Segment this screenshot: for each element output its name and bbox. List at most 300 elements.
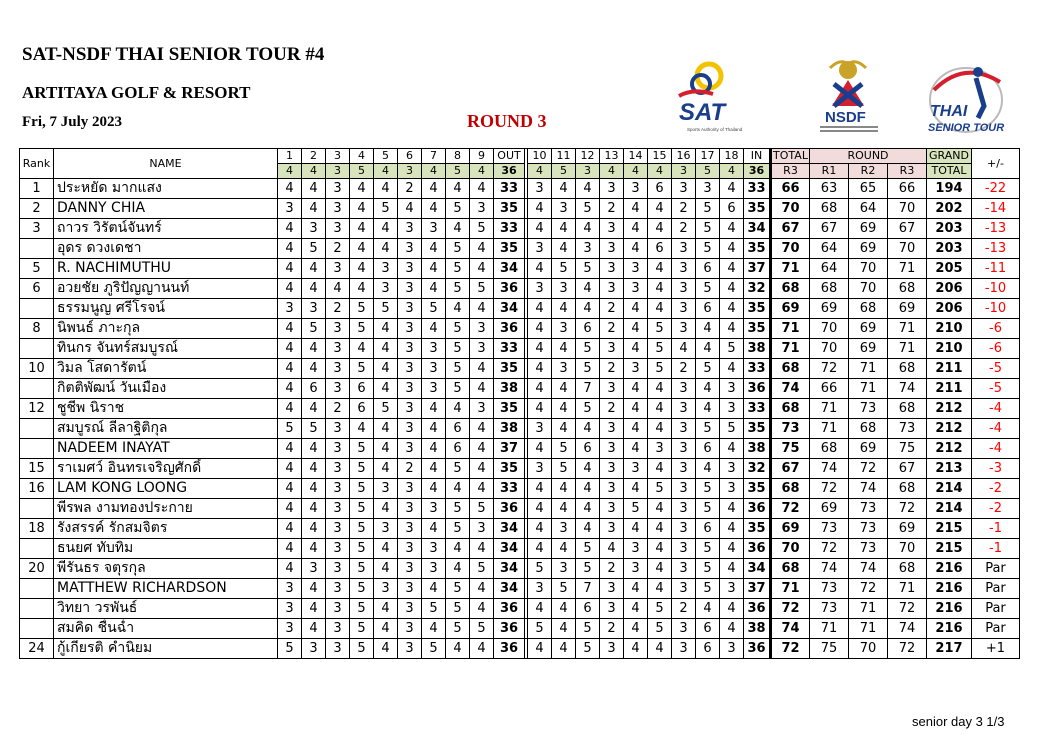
hole-par: 4: [422, 164, 446, 179]
to-par-score: +1: [972, 639, 1020, 659]
hole-score: 4: [576, 459, 600, 479]
to-par-score: -22: [972, 179, 1020, 199]
out-score: 34: [494, 299, 525, 319]
hole-score: 4: [422, 239, 446, 259]
table-row: [20, 319, 1020, 339]
grand-total-score: 206: [927, 299, 972, 319]
hole-score: 3: [672, 399, 696, 419]
hole-score: 3: [398, 399, 422, 419]
in-score: 36: [744, 499, 771, 519]
hole-number: 7: [422, 149, 446, 164]
total-score: 75: [771, 439, 810, 459]
player-name: MATTHEW RICHARDSON: [54, 579, 278, 599]
hole-number: 17: [696, 149, 720, 164]
round-1-score: 68: [810, 439, 849, 459]
hole-score: 5: [470, 219, 494, 239]
hole-score: 3: [600, 599, 624, 619]
grand-total-score: 216: [927, 579, 972, 599]
round-1-score: 67: [810, 219, 849, 239]
total-header: TOTAL: [771, 149, 810, 164]
to-par-score: -5: [972, 359, 1020, 379]
hole-score: 3: [278, 199, 302, 219]
grand-total-score: 203: [927, 239, 972, 259]
venue-name: ARTITAYA GOLF & RESORT: [22, 83, 251, 102]
total-score: 69: [771, 299, 810, 319]
hole-score: 3: [600, 499, 624, 519]
hole-score: 3: [326, 339, 350, 359]
hole-score: 3: [672, 539, 696, 559]
hole-score: 3: [624, 359, 648, 379]
round-1-score: 70: [810, 339, 849, 359]
table-row: [20, 539, 1020, 559]
hole-score: 3: [600, 459, 624, 479]
total-score: 72: [771, 599, 810, 619]
hole-score: 3: [672, 459, 696, 479]
hole-score: 4: [278, 439, 302, 459]
grand-total-score: 217: [927, 639, 972, 659]
hole-score: 4: [552, 239, 576, 259]
round-3-score: 68: [888, 559, 927, 579]
table-row: [20, 359, 1020, 379]
hole-score: 5: [350, 639, 374, 659]
round-2-score: 72: [849, 459, 888, 479]
hole-score: 3: [326, 259, 350, 279]
in-par: 36: [744, 164, 771, 179]
grand-total-score: 215: [927, 539, 972, 559]
round-2-score: 73: [849, 499, 888, 519]
hole-score: 4: [302, 619, 326, 639]
rank-cell: 18: [20, 519, 54, 539]
hole-score: 3: [552, 199, 576, 219]
hole-score: 4: [648, 579, 672, 599]
hole-score: 4: [720, 279, 744, 299]
hole-score: 3: [672, 419, 696, 439]
hole-score: 4: [528, 259, 552, 279]
hole-score: 3: [600, 219, 624, 239]
table-row: [20, 579, 1020, 599]
hole-score: 5: [696, 419, 720, 439]
hole-number: 4: [350, 149, 374, 164]
total-score: 71: [771, 339, 810, 359]
hole-score: 4: [696, 339, 720, 359]
hole-par: 4: [302, 164, 326, 179]
hole-score: 3: [600, 439, 624, 459]
hole-score: 3: [278, 619, 302, 639]
hole-score: 4: [470, 379, 494, 399]
hole-score: 3: [672, 379, 696, 399]
hole-score: 3: [422, 559, 446, 579]
hole-score: 2: [672, 359, 696, 379]
hole-score: 4: [528, 479, 552, 499]
total-score: 66: [771, 179, 810, 199]
hole-score: 4: [600, 539, 624, 559]
hole-score: 6: [720, 199, 744, 219]
hole-score: 5: [528, 559, 552, 579]
hole-number: 6: [398, 149, 422, 164]
out-score: 33: [494, 179, 525, 199]
hole-par: 4: [528, 164, 552, 179]
round-2-score: 69: [849, 239, 888, 259]
hole-score: 4: [648, 539, 672, 559]
hole-score: 3: [398, 339, 422, 359]
hole-score: 3: [326, 179, 350, 199]
round-label: ROUND 3: [467, 111, 547, 131]
hole-score: 3: [600, 519, 624, 539]
hole-score: 3: [326, 639, 350, 659]
hole-score: 4: [278, 179, 302, 199]
round-2-score: 70: [849, 639, 888, 659]
player-name: สมคิด ชื่นฉ่ำ: [54, 619, 278, 639]
hole-score: 4: [552, 599, 576, 619]
hole-score: 3: [326, 579, 350, 599]
hole-score: 4: [552, 419, 576, 439]
total-score: 68: [771, 559, 810, 579]
hole-score: 4: [624, 239, 648, 259]
total-subheader: R3: [771, 164, 810, 179]
grand-total-header: GRAND: [927, 149, 972, 164]
total-score: 73: [771, 419, 810, 439]
hole-score: 4: [720, 599, 744, 619]
hole-score: 4: [278, 359, 302, 379]
hole-score: 4: [278, 559, 302, 579]
rank-cell: [20, 439, 54, 459]
out-score: 35: [494, 459, 525, 479]
hole-score: 4: [278, 539, 302, 559]
hole-score: 3: [326, 519, 350, 539]
hole-score: 5: [446, 339, 470, 359]
hole-score: 4: [470, 299, 494, 319]
hole-score: 4: [422, 179, 446, 199]
hole-score: 4: [374, 319, 398, 339]
hole-score: 4: [720, 319, 744, 339]
hole-score: 5: [576, 339, 600, 359]
hole-score: 2: [600, 399, 624, 419]
grand-total-score: 203: [927, 219, 972, 239]
hole-score: 4: [350, 239, 374, 259]
rank-cell: 6: [20, 279, 54, 299]
hole-number: 8: [446, 149, 470, 164]
hole-score: 3: [672, 559, 696, 579]
round-3-score: 67: [888, 219, 927, 239]
hole-score: 2: [600, 319, 624, 339]
hole-score: 5: [648, 339, 672, 359]
round-3-score: 66: [888, 179, 927, 199]
hole-score: 5: [696, 199, 720, 219]
hole-score: 4: [302, 339, 326, 359]
hole-score: 4: [470, 479, 494, 499]
hole-par: 3: [672, 164, 696, 179]
table-row: [20, 639, 1020, 659]
round-2-score: 69: [849, 339, 888, 359]
hole-score: 3: [600, 239, 624, 259]
hole-score: 5: [422, 599, 446, 619]
hole-score: 4: [648, 279, 672, 299]
hole-score: 5: [552, 439, 576, 459]
total-score: 68: [771, 359, 810, 379]
hole-score: 4: [576, 179, 600, 199]
round-3-score: 73: [888, 419, 927, 439]
hole-score: 3: [672, 319, 696, 339]
rank-cell: [20, 599, 54, 619]
out-score: 33: [494, 219, 525, 239]
hole-number: 1: [278, 149, 302, 164]
hole-score: 4: [278, 459, 302, 479]
in-score: 36: [744, 539, 771, 559]
hole-score: 3: [422, 499, 446, 519]
to-par-score: -3: [972, 459, 1020, 479]
hole-score: 4: [446, 399, 470, 419]
hole-score: 5: [422, 299, 446, 319]
round-subheader: R2: [849, 164, 888, 179]
senior-tour-logo-text: SENIOR TOUR: [928, 122, 1005, 134]
hole-score: 3: [278, 599, 302, 619]
player-name: R. NACHIMUTHU: [54, 259, 278, 279]
hole-score: 4: [528, 339, 552, 359]
hole-score: 3: [576, 239, 600, 259]
round-2-score: 74: [849, 479, 888, 499]
hole-score: 4: [528, 379, 552, 399]
to-par-score: -1: [972, 539, 1020, 559]
rank-cell: [20, 619, 54, 639]
hole-score: 4: [696, 399, 720, 419]
hole-score: 3: [600, 479, 624, 499]
hole-score: 4: [624, 639, 648, 659]
hole-score: 5: [470, 279, 494, 299]
hole-score: 3: [398, 619, 422, 639]
to-par-score: Par: [972, 619, 1020, 639]
table-row: [20, 399, 1020, 419]
rank-cell: [20, 499, 54, 519]
hole-score: 4: [374, 559, 398, 579]
hole-score: 3: [326, 619, 350, 639]
player-name: นิพนธ์ ภาะกุล: [54, 319, 278, 339]
hole-score: 5: [696, 539, 720, 559]
hole-score: 5: [552, 259, 576, 279]
hole-score: 4: [278, 259, 302, 279]
rank-cell: 24: [20, 639, 54, 659]
hole-score: 2: [672, 199, 696, 219]
round-1-score: 73: [810, 519, 849, 539]
diff-header: +/-: [972, 149, 1020, 179]
grand-total-score: 212: [927, 419, 972, 439]
out-score: 36: [494, 499, 525, 519]
hole-score: 4: [720, 559, 744, 579]
hole-score: 4: [624, 619, 648, 639]
in-score: 35: [744, 239, 771, 259]
hole-score: 6: [446, 439, 470, 459]
hole-score: 4: [720, 539, 744, 559]
grand-total-score: 215: [927, 519, 972, 539]
hole-score: 5: [528, 619, 552, 639]
hole-score: 4: [302, 259, 326, 279]
hole-score: 2: [398, 459, 422, 479]
rank-cell: [20, 579, 54, 599]
hole-score: 6: [696, 259, 720, 279]
rank-cell: [20, 239, 54, 259]
hole-score: 3: [720, 459, 744, 479]
to-par-score: -2: [972, 479, 1020, 499]
hole-score: 4: [528, 519, 552, 539]
total-score: 70: [771, 239, 810, 259]
round-3-score: 68: [888, 359, 927, 379]
hole-score: 3: [470, 199, 494, 219]
in-score: 36: [744, 599, 771, 619]
in-score: 35: [744, 299, 771, 319]
hole-score: 3: [326, 539, 350, 559]
total-score: 68: [771, 399, 810, 419]
hole-score: 4: [374, 339, 398, 359]
grand-total-score: 210: [927, 319, 972, 339]
hole-score: 4: [624, 579, 648, 599]
player-name: วิมล โสดารัตน์: [54, 359, 278, 379]
table-row: [20, 279, 1020, 299]
out-score: 38: [494, 419, 525, 439]
hole-par: 4: [278, 164, 302, 179]
hole-score: 3: [600, 379, 624, 399]
hole-score: 4: [528, 219, 552, 239]
hole-score: 4: [278, 319, 302, 339]
rank-cell: 3: [20, 219, 54, 239]
in-score: 34: [744, 219, 771, 239]
hole-score: 4: [624, 339, 648, 359]
in-score: 33: [744, 399, 771, 419]
hole-score: 4: [302, 519, 326, 539]
to-par-score: -5: [972, 379, 1020, 399]
round-3-score: 72: [888, 639, 927, 659]
hole-score: 6: [648, 179, 672, 199]
hole-par: 4: [624, 164, 648, 179]
hole-score: 3: [326, 379, 350, 399]
hole-score: 4: [624, 399, 648, 419]
hole-score: 5: [350, 559, 374, 579]
hole-score: 3: [374, 279, 398, 299]
hole-score: 3: [720, 379, 744, 399]
hole-score: 5: [350, 299, 374, 319]
hole-score: 3: [720, 399, 744, 419]
hole-score: 4: [648, 199, 672, 219]
rank-cell: 5: [20, 259, 54, 279]
out-score: 36: [494, 319, 525, 339]
hole-par: 4: [470, 164, 494, 179]
hole-score: 3: [624, 279, 648, 299]
hole-score: 4: [470, 459, 494, 479]
grand-total-score: 206: [927, 279, 972, 299]
hole-score: 4: [528, 319, 552, 339]
hole-number: 9: [470, 149, 494, 164]
player-name: ถาวร วิรัตน์จันทร์: [54, 219, 278, 239]
hole-score: 5: [374, 399, 398, 419]
round-3-score: 70: [888, 539, 927, 559]
hole-score: 4: [720, 519, 744, 539]
hole-score: 4: [398, 199, 422, 219]
sat-logo-text: SAT: [679, 99, 726, 126]
hole-score: 2: [600, 299, 624, 319]
hole-score: 4: [470, 259, 494, 279]
round-3-score: 71: [888, 339, 927, 359]
round-2-score: 71: [849, 619, 888, 639]
hole-score: 3: [326, 479, 350, 499]
round-2-score: 71: [849, 359, 888, 379]
hole-score: 2: [326, 239, 350, 259]
player-name: พีรพล งามทองประกาย: [54, 499, 278, 519]
total-score: 71: [771, 579, 810, 599]
hole-score: 4: [350, 219, 374, 239]
grand-total-score: 216: [927, 599, 972, 619]
hole-score: 3: [552, 519, 576, 539]
round-2-score: 68: [849, 419, 888, 439]
out-score: 36: [494, 599, 525, 619]
to-par-score: -4: [972, 399, 1020, 419]
grand-total-score: 212: [927, 439, 972, 459]
table-row: [20, 419, 1020, 439]
hole-score: 4: [446, 179, 470, 199]
hole-score: 5: [576, 619, 600, 639]
hole-par: 3: [576, 164, 600, 179]
round-2-score: 74: [849, 559, 888, 579]
hole-score: 3: [600, 259, 624, 279]
name-header: NAME: [54, 149, 278, 179]
hole-score: 7: [576, 379, 600, 399]
rank-cell: 8: [20, 319, 54, 339]
grand-total-score: 216: [927, 559, 972, 579]
round-header: ROUND: [810, 149, 927, 164]
total-score: 71: [771, 259, 810, 279]
hole-score: 5: [350, 619, 374, 639]
round-1-score: 66: [810, 379, 849, 399]
hole-score: 4: [302, 439, 326, 459]
rank-cell: [20, 539, 54, 559]
hole-score: 4: [422, 399, 446, 419]
hole-score: 5: [374, 299, 398, 319]
round-3-score: 75: [888, 439, 927, 459]
hole-score: 5: [350, 479, 374, 499]
hole-score: 4: [446, 299, 470, 319]
total-score: 70: [771, 539, 810, 559]
round-3-score: 72: [888, 599, 927, 619]
hole-score: 4: [552, 539, 576, 559]
hole-score: 4: [350, 259, 374, 279]
hole-score: 5: [696, 499, 720, 519]
hole-score: 4: [278, 279, 302, 299]
hole-score: 5: [470, 499, 494, 519]
sat-logo-subtext: Sports Authority of Thailand: [687, 127, 743, 132]
round-3-score: 69: [888, 519, 927, 539]
round-2-score: 71: [849, 599, 888, 619]
in-score: 33: [744, 179, 771, 199]
hole-score: 3: [326, 499, 350, 519]
hole-score: 5: [648, 319, 672, 339]
hole-score: 3: [528, 279, 552, 299]
hole-score: 3: [326, 439, 350, 459]
hole-score: 6: [696, 439, 720, 459]
hole-score: 4: [374, 499, 398, 519]
thai-senior-tour-logo: [924, 60, 1024, 136]
hole-score: 4: [624, 439, 648, 459]
round-1-score: 75: [810, 639, 849, 659]
hole-score: 2: [672, 599, 696, 619]
hole-score: 4: [374, 459, 398, 479]
hole-par: 5: [446, 164, 470, 179]
hole-score: 4: [374, 239, 398, 259]
hole-score: 4: [720, 439, 744, 459]
round-3-score: 68: [888, 479, 927, 499]
hole-score: 3: [326, 599, 350, 619]
table-row: [20, 499, 1020, 519]
hole-score: 5: [422, 639, 446, 659]
hole-score: 3: [470, 399, 494, 419]
out-score: 38: [494, 379, 525, 399]
hole-score: 3: [528, 179, 552, 199]
